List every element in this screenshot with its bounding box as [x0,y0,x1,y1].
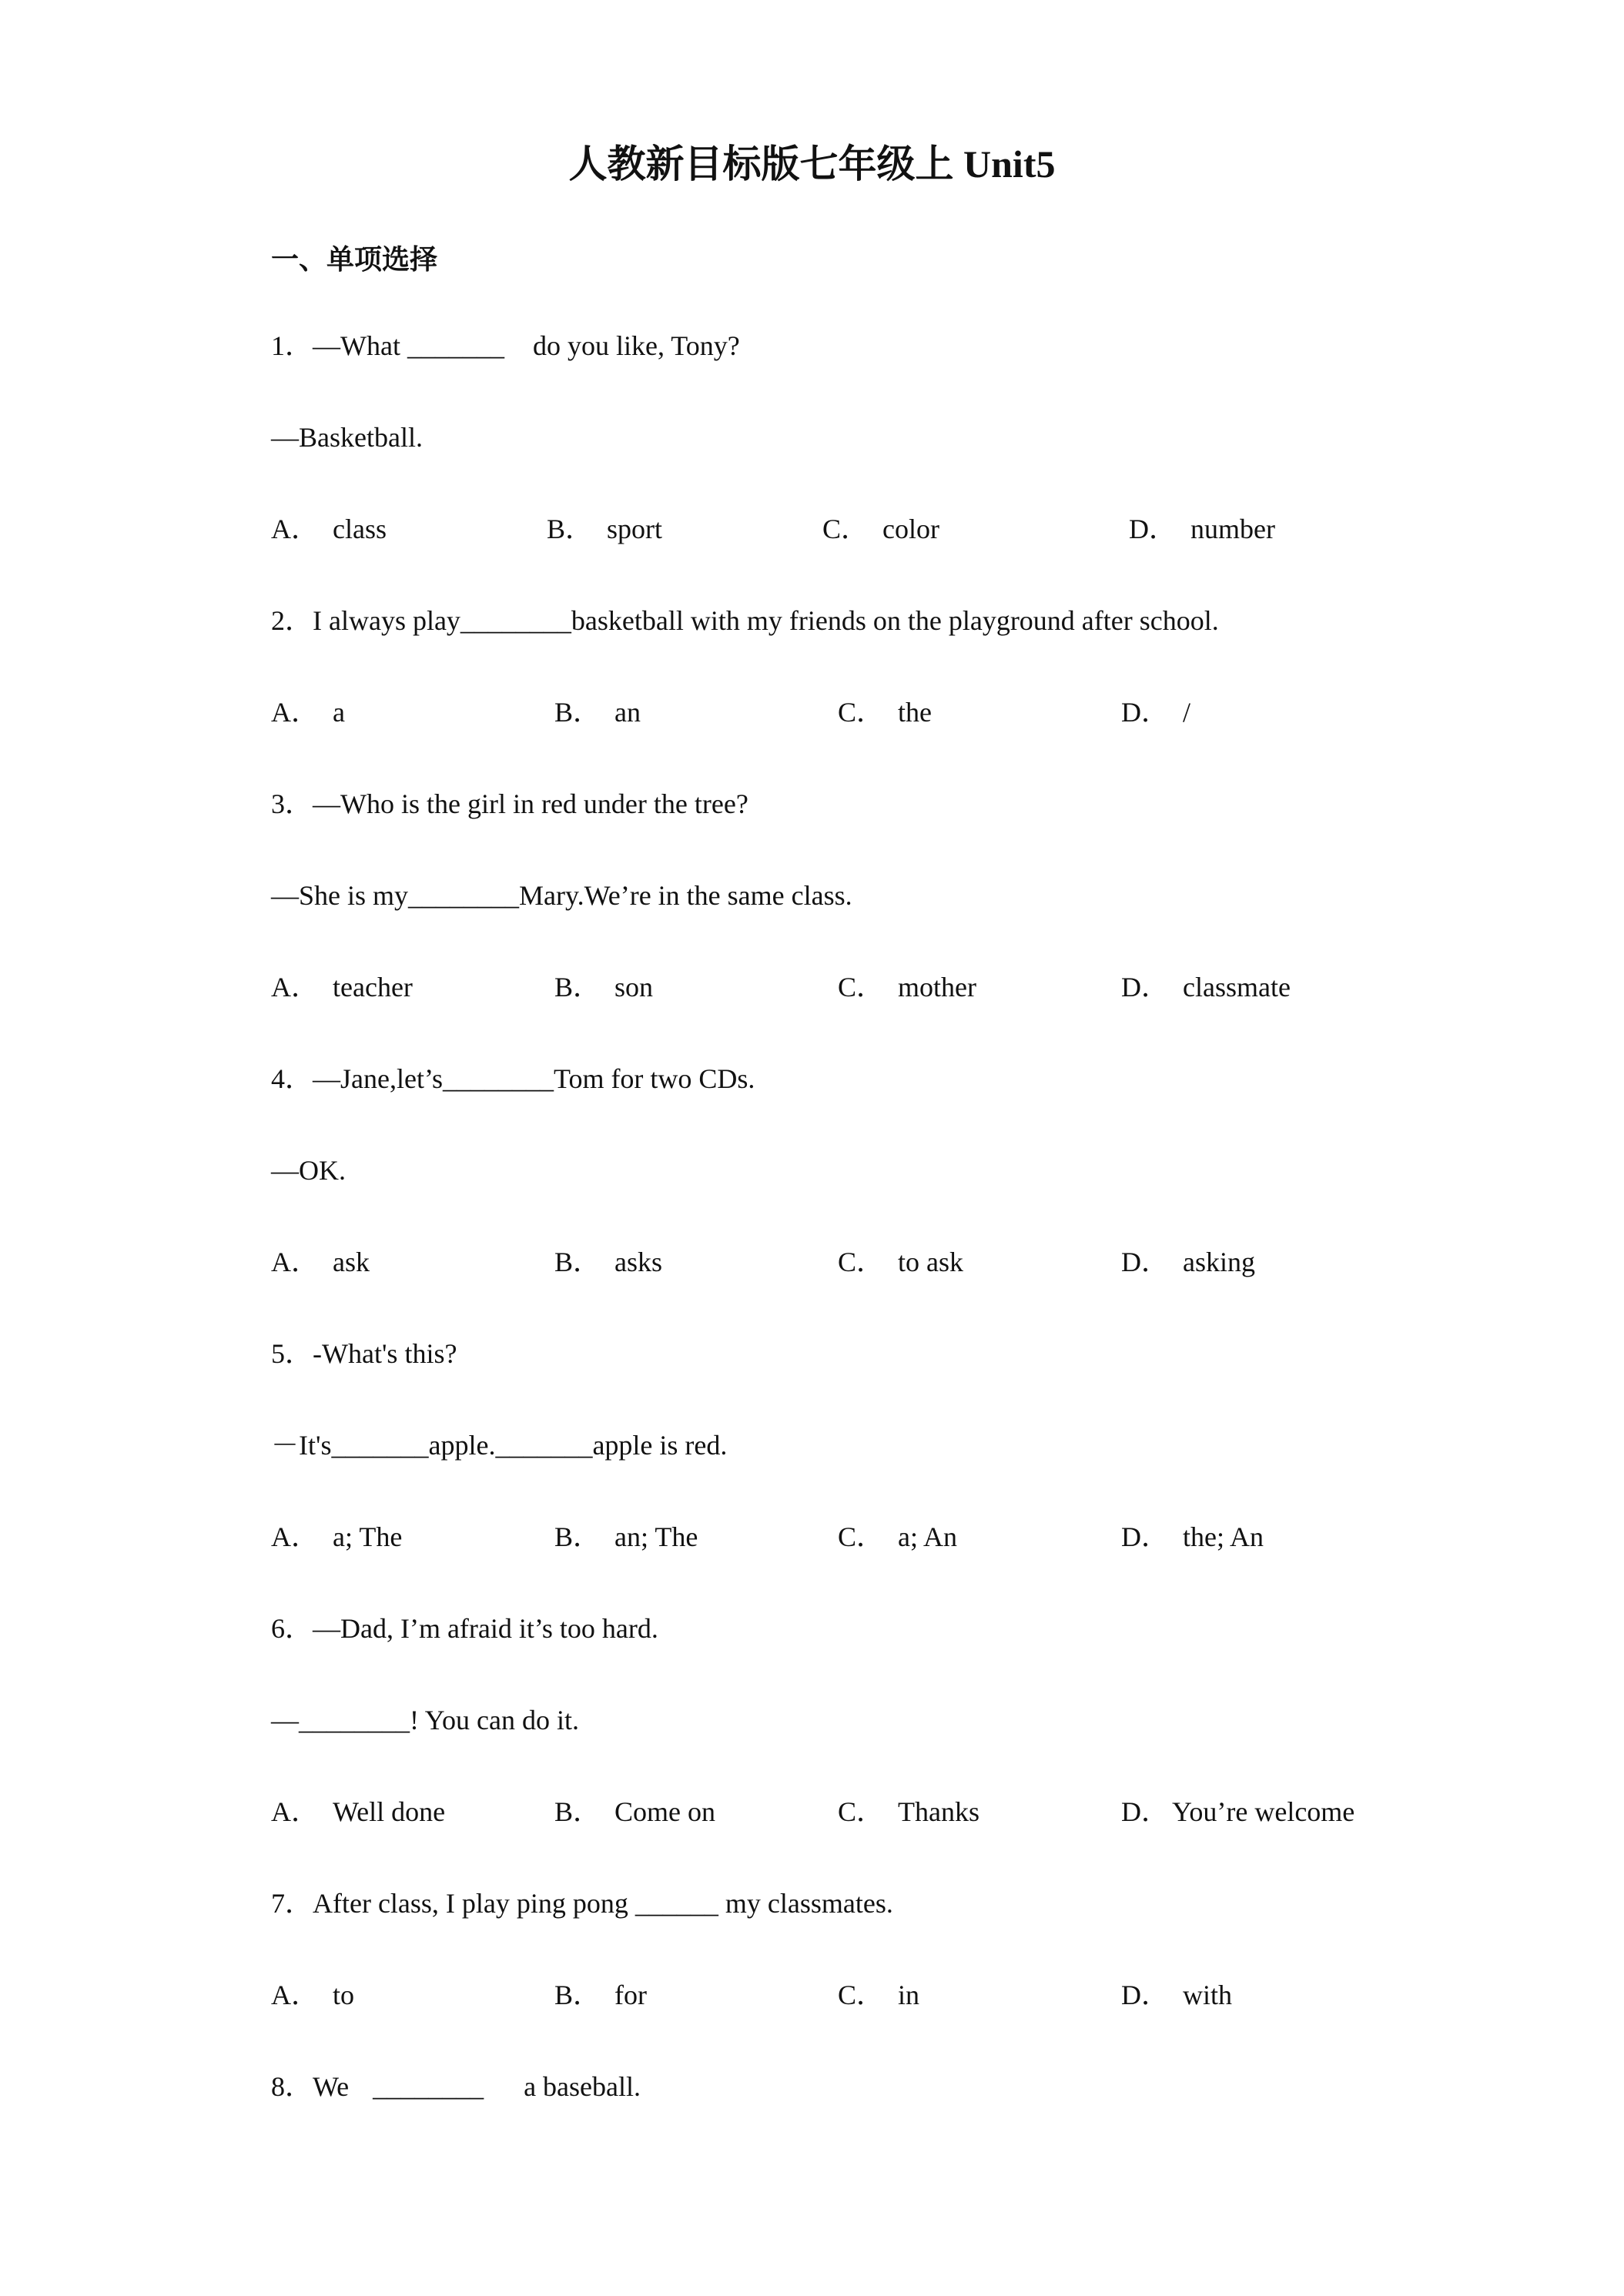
question-5-option-c: C． a; An [838,1521,958,1552]
question-6-option-d: D． You’re welcome [1121,1796,1355,1827]
question-3-option-c: C． mother [838,972,976,1002]
question-5-reply: －It's_______apple._______apple is red. [271,1430,728,1461]
question-4-reply: —OK. [271,1155,346,1186]
question-4-stem: 4．—Jane,let’s________Tom for two CDs. [271,1063,755,1094]
question-7-options [271,1976,1426,2014]
question-3-option-a: A． teacher [271,972,413,1002]
question-5-option-b: B． an; The [554,1521,698,1552]
question-6-stem: 6．—Dad, I’m afraid it’s too hard. [271,1613,658,1644]
question-2-option-a: A． a [271,697,345,728]
question-8-blank: ________ [373,2071,484,2102]
question-1-stem-text: 1．—What _______ [271,330,511,361]
question-4-option-b: B． asks [554,1247,663,1277]
question-7-option-c: C． in [838,1980,920,2010]
question-3-reply: —She is my________Mary.We’re in the same class. [271,880,852,911]
question-6-options [271,1792,1426,1831]
question-1-reply: —Basketball. [271,422,423,453]
question-7-option-a: A． to [271,1980,355,2010]
question-3-stem: 3．—Who is the girl in red under the tree? [271,788,748,819]
question-7-stem: 7．After class, I play ping pong ______ my classmates. [271,1888,893,1919]
question-6-reply: —________! You can do it. [271,1705,580,1735]
question-5-options [271,1518,1426,1556]
page-title: 人教新目标版七年级上 Unit5 [568,142,1056,186]
question-1-stem-tail: do you like, Tony? [532,330,740,361]
question-8-stem-tail: a baseball. [524,2071,641,2102]
question-1-option-b: B． sport [547,514,663,544]
question-5-option-a: A． a; The [271,1521,403,1552]
question-3-option-d: D． classmate [1121,972,1291,1002]
question-1-option-c: C． color [822,514,939,544]
question-2-option-b: B． an [554,697,641,728]
question-6-option-b: B． Come on [554,1796,716,1827]
question-4-options [271,1243,1426,1281]
question-3-option-b: B． son [554,972,654,1002]
question-1-option-d: D． number [1129,514,1275,544]
question-1-options [271,510,1426,548]
question-6-option-a: A． Well done [271,1796,446,1827]
section-heading: 一、单项选择 [271,244,438,275]
question-2-option-d: D． / [1121,697,1191,728]
question-4-option-c: C． to ask [838,1247,964,1277]
question-4-option-a: A． ask [271,1247,370,1277]
question-8-stem [271,2067,641,2106]
question-2-stem: 2．I always play________basketball with my friends on the playground after school. [271,605,1219,636]
question-7-option-b: B． for [554,1980,647,2010]
question-4-option-d: D． asking [1121,1247,1255,1277]
question-7-option-d: D． with [1121,1980,1233,2010]
question-5-option-d: D． the; An [1121,1521,1264,1552]
question-5-stem: 5．-What's this? [271,1338,457,1369]
question-1-option-a: A． class [271,514,387,544]
question-2-options [271,693,1426,731]
question-6-option-c: C． Thanks [838,1796,979,1827]
question-3-options [271,968,1426,1006]
question-1-stem [271,326,740,365]
question-8-stem-text: 8．We [271,2071,357,2102]
question-2-option-c: C． the [838,697,932,728]
